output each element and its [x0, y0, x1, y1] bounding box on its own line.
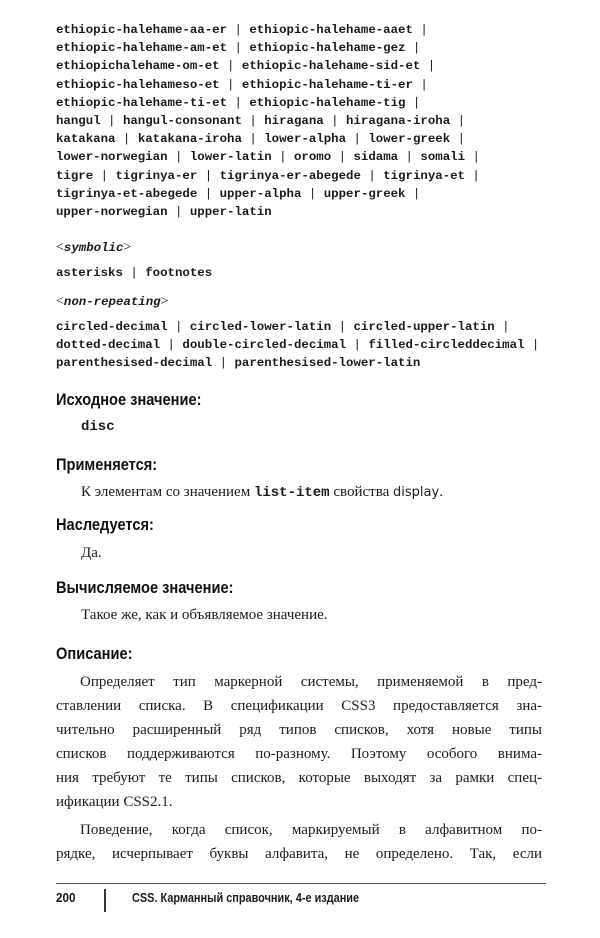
value-separator: |	[93, 168, 116, 183]
value-line	[56, 21, 556, 39]
value-separator: |	[100, 114, 123, 129]
value-separator: |	[115, 132, 138, 147]
symbolic-label-text: symbolic	[63, 241, 124, 255]
value-keyword: upper-norwegian	[56, 205, 168, 220]
value-separator: |	[227, 41, 250, 56]
applies-code: list-item	[253, 485, 330, 501]
value-keyword: somali	[420, 150, 466, 165]
value-keyword: upper-latin	[189, 205, 272, 220]
value-separator: |	[197, 186, 220, 201]
applies-middle: свойства	[329, 484, 394, 500]
value-separator: |	[412, 77, 428, 92]
value-keyword: ethiopic-halehameso-et	[56, 77, 220, 92]
paragraph-line: Определяет тип маркерной системы, применяемой в пред-	[80, 674, 542, 690]
value-separator: |	[465, 168, 480, 183]
value-separator: |	[346, 132, 369, 147]
non-repeating-label-text: non-repeating	[63, 295, 161, 309]
paragraph-line: ификации CSS2.1.	[56, 794, 173, 810]
paragraph-line: чительно расширенный ряд типов списков, хотя новые типы	[56, 722, 542, 738]
value-separator: |	[346, 338, 369, 353]
value-separator: |	[360, 168, 384, 183]
value-line	[56, 57, 556, 75]
value-line	[56, 112, 556, 130]
computed-value: Такое же, как и объявляемое значение.	[81, 607, 328, 623]
value-keyword: ethiopic-halehame-aaet	[249, 23, 413, 37]
value-keyword: ethiopic-halehame-sid-et	[241, 59, 421, 74]
value-keyword: hangul-consonant	[122, 114, 242, 129]
value-keyword: ethiopic-halehame-ti-er	[241, 77, 413, 92]
list-style-type-values	[56, 21, 556, 221]
value-keyword: double-circled-decimal	[182, 338, 347, 353]
paragraph-line: ния требуют те типы списков, которые выходят за рамки спец-	[56, 770, 542, 786]
initial-value: disc	[81, 419, 115, 435]
value-keyword: lower-greek	[368, 132, 451, 147]
value-keyword: tigrinya-et-abegede	[56, 186, 198, 201]
symbolic-values	[56, 264, 556, 282]
value-separator: |	[271, 150, 294, 165]
inherited-heading: Наследуется:	[56, 515, 154, 534]
paragraph-line: списков поддерживаются по-разному. Поэтому особого внима-	[56, 746, 542, 762]
paragraph-line: Поведение, когда список, маркируемый в алфавитном по-	[80, 822, 542, 838]
non-repeating-values	[56, 318, 556, 373]
symbolic-group-label: <symbolic>	[56, 240, 132, 255]
applies-to-heading: Применяется:	[56, 455, 158, 474]
value-separator: |	[212, 356, 235, 371]
value-keyword: parenthesised-lower-latin	[234, 356, 421, 371]
value-separator: |	[398, 150, 421, 165]
value-line	[56, 148, 556, 166]
value-keyword: ethiopic-halehame-am-et	[56, 41, 228, 56]
applies-property: display	[393, 485, 440, 500]
value-keyword: ethiopichalehame-om-et	[56, 59, 220, 74]
value-keyword: lower-latin	[189, 150, 272, 165]
value-separator: |	[465, 150, 480, 165]
value-separator: |	[420, 59, 436, 74]
value-line	[56, 130, 556, 148]
value-separator: |	[219, 77, 242, 92]
value-keyword: dotted-decimal	[56, 338, 161, 353]
inherited-value: Да.	[81, 545, 102, 561]
value-keyword: tigre	[56, 168, 94, 183]
value-separator: |	[167, 205, 190, 220]
value-line	[56, 318, 556, 336]
value-line	[56, 39, 556, 57]
value-line	[56, 336, 556, 354]
value-keyword: circled-lower-latin	[189, 320, 332, 334]
value-separator: |	[405, 41, 421, 56]
value-keyword: hiragana	[264, 114, 324, 129]
value-keyword: circled-decimal	[56, 320, 168, 334]
value-line	[56, 167, 556, 185]
value-separator: |	[167, 320, 190, 334]
value-keyword: ethiopic-halehame-gez	[249, 41, 406, 56]
paragraph-line: рядке, исчерпывает буквы алфавита, не определено. Так, если	[56, 846, 542, 862]
value-separator: |	[405, 95, 421, 110]
value-keyword: asterisks	[56, 266, 123, 280]
value-keyword: hiragana-iroha	[346, 114, 451, 129]
value-keyword: upper-greek	[323, 186, 406, 201]
value-keyword: ethiopic-halehame-tig	[249, 95, 406, 110]
value-keyword: tigrinya-er	[115, 168, 198, 183]
value-line	[56, 203, 556, 221]
applies-suffix: .	[439, 484, 443, 500]
page-number: 200	[56, 890, 76, 905]
description-heading: Описание:	[56, 644, 133, 663]
non-repeating-group-label: <non-repeating>	[56, 294, 169, 309]
value-separator: |	[301, 186, 324, 201]
value-keyword: katakana	[56, 132, 116, 147]
value-separator: |	[241, 114, 265, 129]
value-line	[56, 185, 556, 203]
value-separator: |	[524, 338, 540, 353]
value-separator: |	[323, 114, 347, 129]
value-line	[56, 76, 556, 94]
value-keyword: ethiopic-halehame-ti-et	[56, 95, 228, 110]
value-line	[56, 354, 556, 372]
footer-rule	[56, 883, 546, 884]
value-separator: |	[331, 320, 354, 334]
value-separator: |	[227, 23, 250, 37]
computed-value-heading: Вычисляемое значение:	[56, 578, 234, 597]
value-separator: |	[494, 320, 510, 334]
value-keyword: parenthesised-decimal	[56, 356, 213, 371]
value-separator: |	[122, 266, 146, 280]
value-separator: |	[167, 150, 190, 165]
value-separator: |	[227, 95, 250, 110]
running-book-title: CSS. Карманный справочник, 4-е издание	[132, 890, 360, 905]
value-keyword: hangul	[56, 114, 101, 129]
value-separator: |	[450, 132, 466, 147]
value-keyword: lower-norwegian	[56, 150, 168, 165]
value-separator: |	[405, 186, 421, 201]
value-line	[56, 94, 556, 112]
value-line	[56, 264, 556, 282]
footer-divider	[104, 889, 106, 912]
value-keyword: oromo	[293, 150, 332, 165]
initial-value-heading: Исходное значение:	[56, 390, 202, 409]
value-separator: |	[241, 132, 265, 147]
value-keyword: tigrinya-er-abegede	[219, 168, 361, 183]
value-separator: |	[219, 59, 242, 74]
value-separator: |	[450, 114, 466, 129]
value-keyword: lower-alpha	[264, 132, 347, 147]
description-paragraph-2	[56, 818, 542, 866]
value-keyword: katakana-iroha	[137, 132, 242, 147]
value-separator: |	[412, 23, 428, 37]
value-keyword: footnotes	[145, 266, 213, 280]
value-keyword: ethiopic-halehame-aa-er	[56, 23, 228, 37]
value-separator: |	[331, 150, 354, 165]
description-paragraph-1	[56, 670, 542, 814]
applies-prefix: К элементам со значением	[81, 484, 254, 500]
value-keyword: circled-upper-latin	[353, 320, 495, 334]
value-keyword: upper-alpha	[219, 186, 302, 201]
value-separator: |	[197, 168, 220, 183]
value-keyword: tigrinya-et	[383, 168, 465, 183]
value-separator: |	[160, 338, 183, 353]
paragraph-line: ставлении списка. В спецификации CSS3 предоставляется зна-	[56, 698, 542, 714]
applies-to-text	[81, 482, 443, 503]
value-keyword: filled-circleddecimal	[368, 338, 525, 353]
value-keyword: sidama	[353, 150, 399, 165]
